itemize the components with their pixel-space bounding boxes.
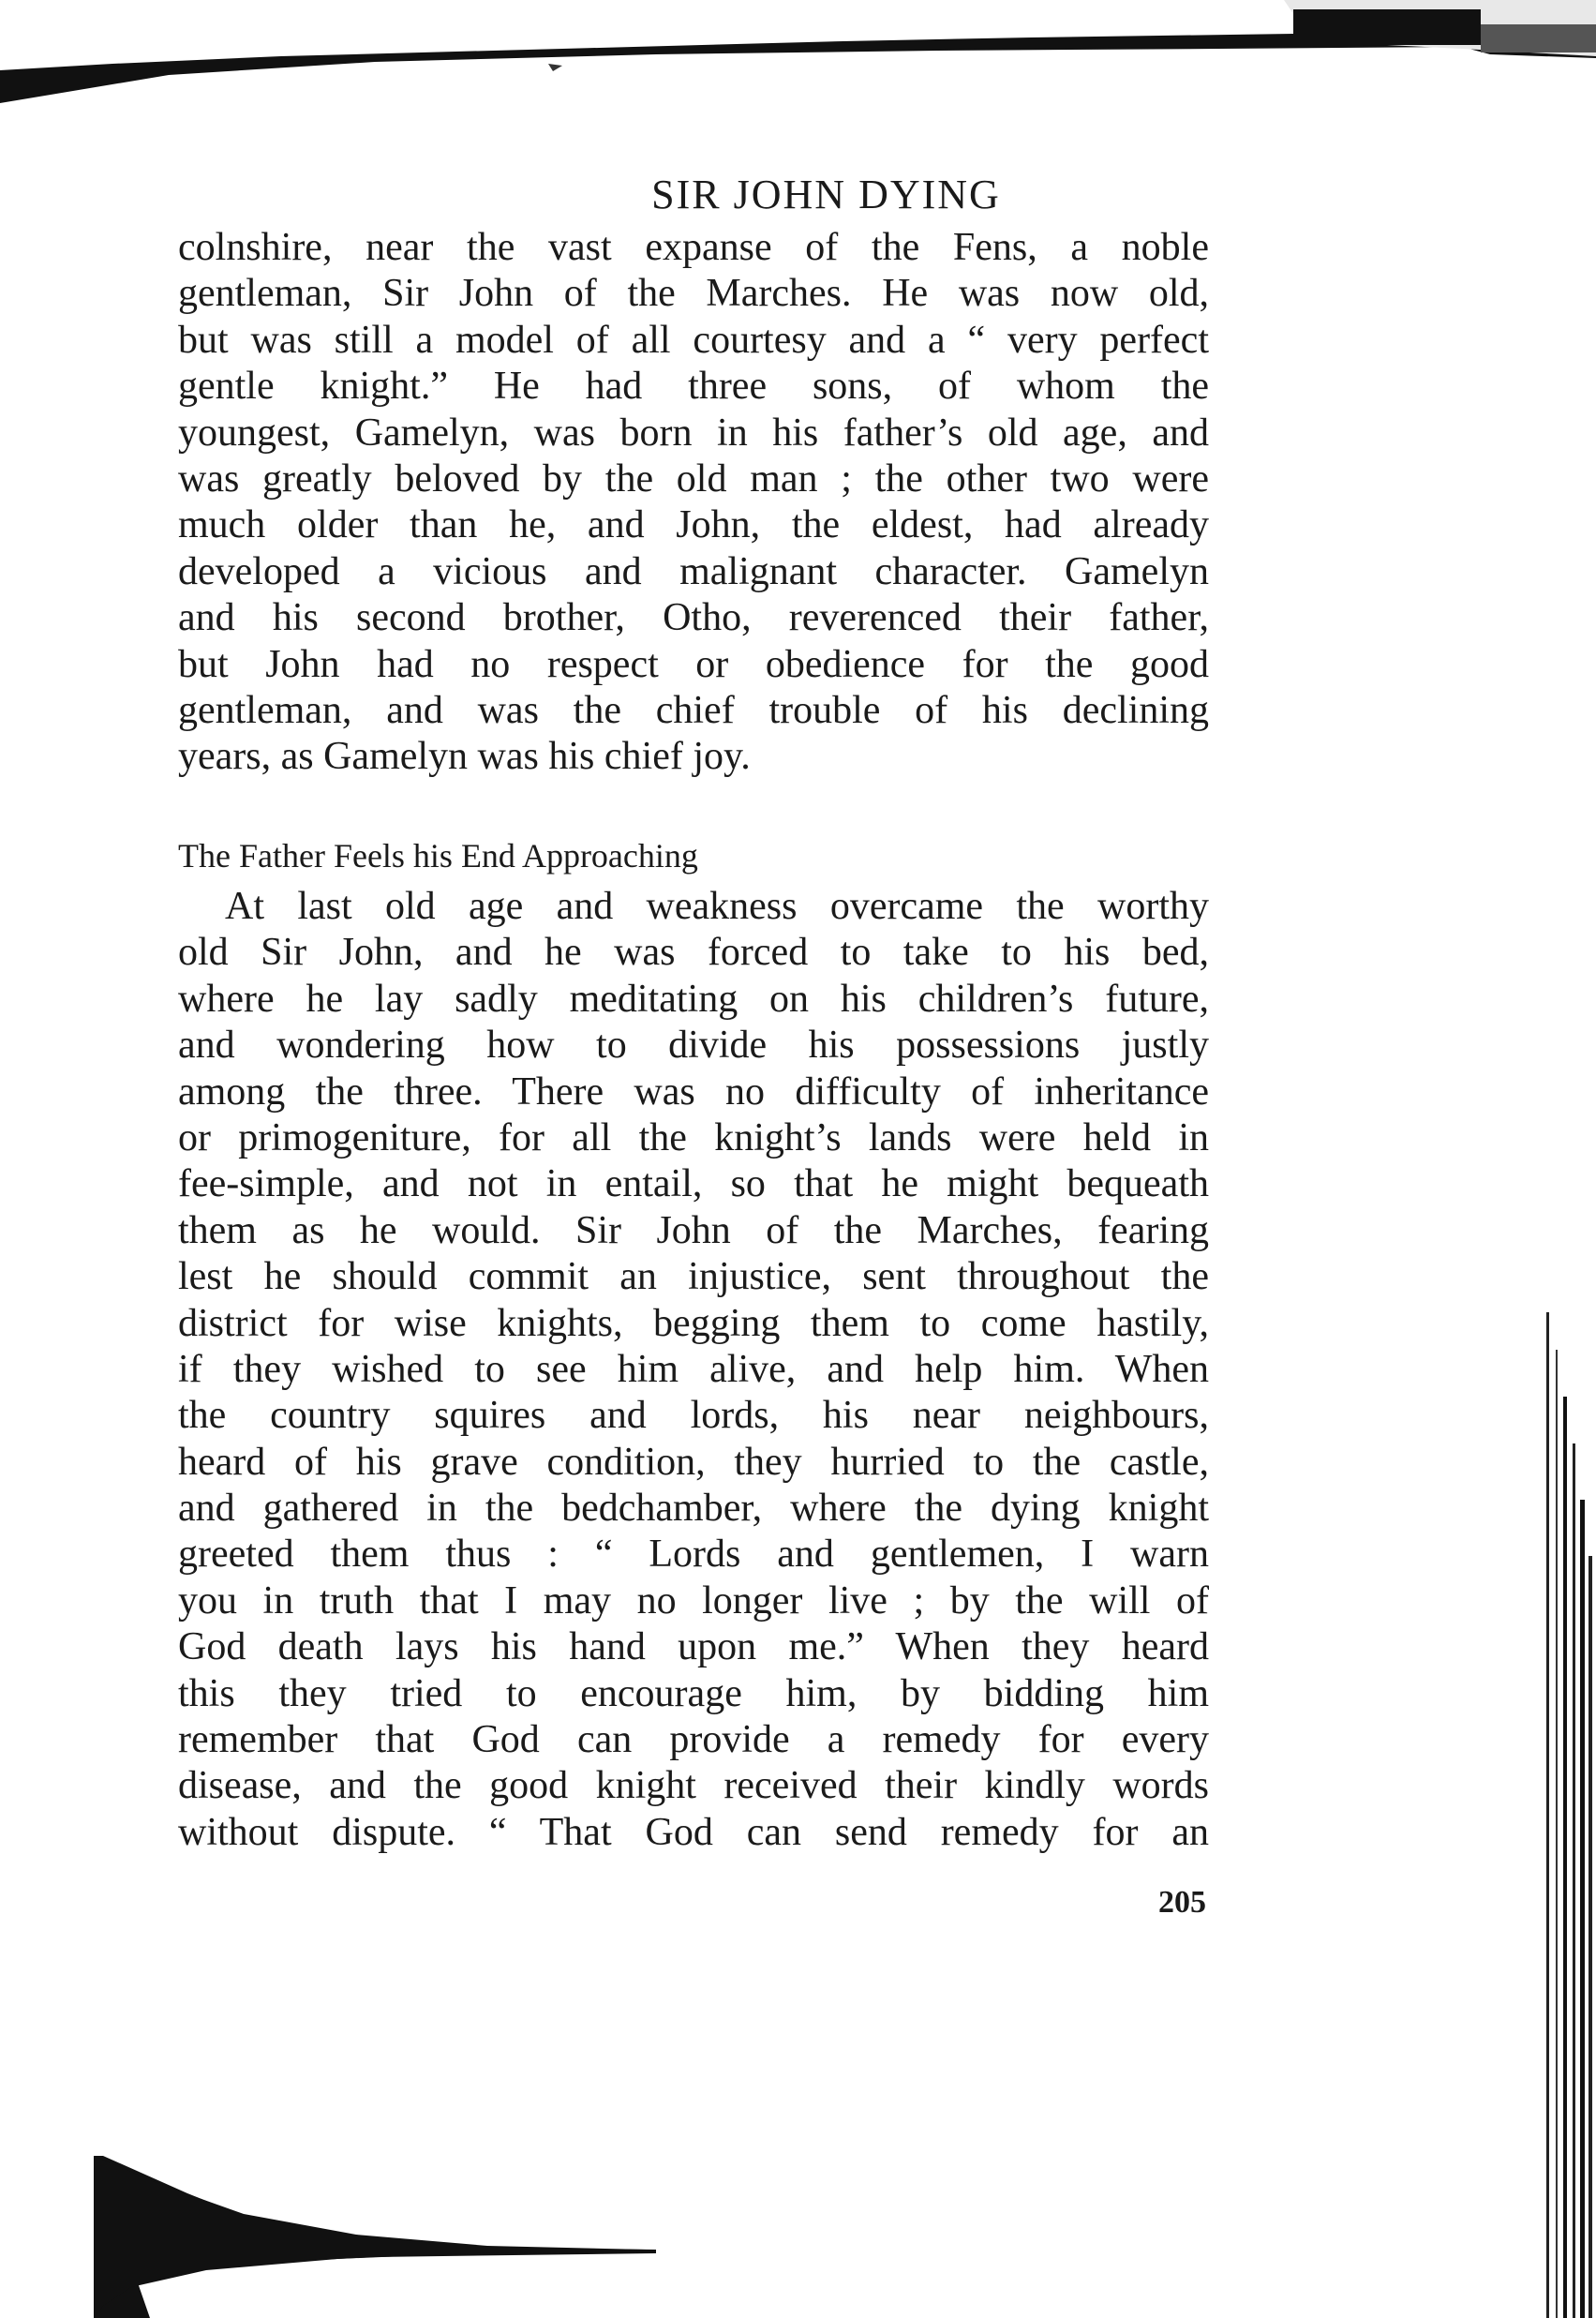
text-line: but John had no respect or obedience for the good (178, 642, 1209, 686)
text-line: God death lays his hand upon me.” When they heard (178, 1625, 1209, 1669)
text-line: colnshire, near the vast expanse of the Fens, a noble (178, 226, 1209, 269)
text-line: and his second brother, Otho, reverenced their father, (178, 596, 1209, 640)
scan-edge-right (1528, 1312, 1596, 2318)
scan-edge-top (0, 0, 1596, 131)
running-head: SIR JOHN DYING (651, 172, 1001, 217)
text-line: greeted them thus : “ Lords and gentlemen, I warn (178, 1533, 1209, 1577)
text-line: gentleman, and was the chief trouble of his declining (178, 688, 1209, 732)
text-line: youngest, Gamelyn, was born in his father’s old age, and (178, 411, 1209, 455)
text-line: district for wise knights, begging them to come hastily, (178, 1301, 1209, 1345)
text-line: and wondering how to divide his possessions justly (178, 1024, 1209, 1068)
text-line: but was still a model of all courtesy and a “ very perfect (178, 318, 1209, 362)
text-line: where he lay sadly meditating on his children’s future, (178, 977, 1209, 1021)
text-line: developed a vicious and malignant character. Gamelyn (178, 549, 1209, 593)
text-line: gentle knight.” He had three sons, of whom the (178, 365, 1209, 409)
text-line: if they wished to see him alive, and help him. When (178, 1347, 1209, 1391)
text-line: this they tried to encourage him, by bidding him (178, 1671, 1209, 1715)
text-line: them as he would. Sir John of the Marches, fearing (178, 1208, 1209, 1252)
text-line: fee-simple, and not in entail, so that he might bequeath (178, 1162, 1209, 1206)
section-subheading: The Father Feels his End Approaching (178, 837, 698, 875)
text-line: much older than he, and John, the eldest, had already (178, 503, 1209, 547)
paragraph-2 (178, 884, 1209, 1856)
paragraph-1 (178, 225, 1209, 781)
text-line: disease, and the good knight received their kindly words (178, 1764, 1209, 1808)
text-line: the country squires and lords, his near neighbours, (178, 1394, 1209, 1438)
text-line: among the three. There was no difficulty of inheritance (178, 1069, 1209, 1114)
text-line: and gathered in the bedchamber, where the dying knight (178, 1487, 1209, 1531)
text-line: lest he should commit an injustice, sent throughout the (178, 1255, 1209, 1299)
text-line: or primogeniture, for all the knight’s lands were held in (178, 1115, 1209, 1159)
text-line: gentleman, Sir John of the Marches. He was now old, (178, 272, 1209, 316)
text-line: At last old age and weakness overcame the worthy (225, 885, 1209, 928)
text-line: heard of his grave condition, they hurried to the castle, (178, 1440, 1209, 1484)
text-line: years, as Gamelyn was his chief joy. (178, 735, 751, 779)
text-line: old Sir John, and he was forced to take to his bed, (178, 931, 1209, 975)
text-line: you in truth that I may no longer live ; by the will of (178, 1578, 1209, 1623)
text-line: was greatly beloved by the old man ; the other two were (178, 456, 1209, 501)
text-line: without dispute. “ That God can send remedy for an (178, 1810, 1209, 1854)
text-line: remember that God can provide a remedy for every (178, 1718, 1209, 1762)
page-number: 205 (1158, 1885, 1206, 1920)
scan-edge-bottom (0, 2156, 712, 2318)
